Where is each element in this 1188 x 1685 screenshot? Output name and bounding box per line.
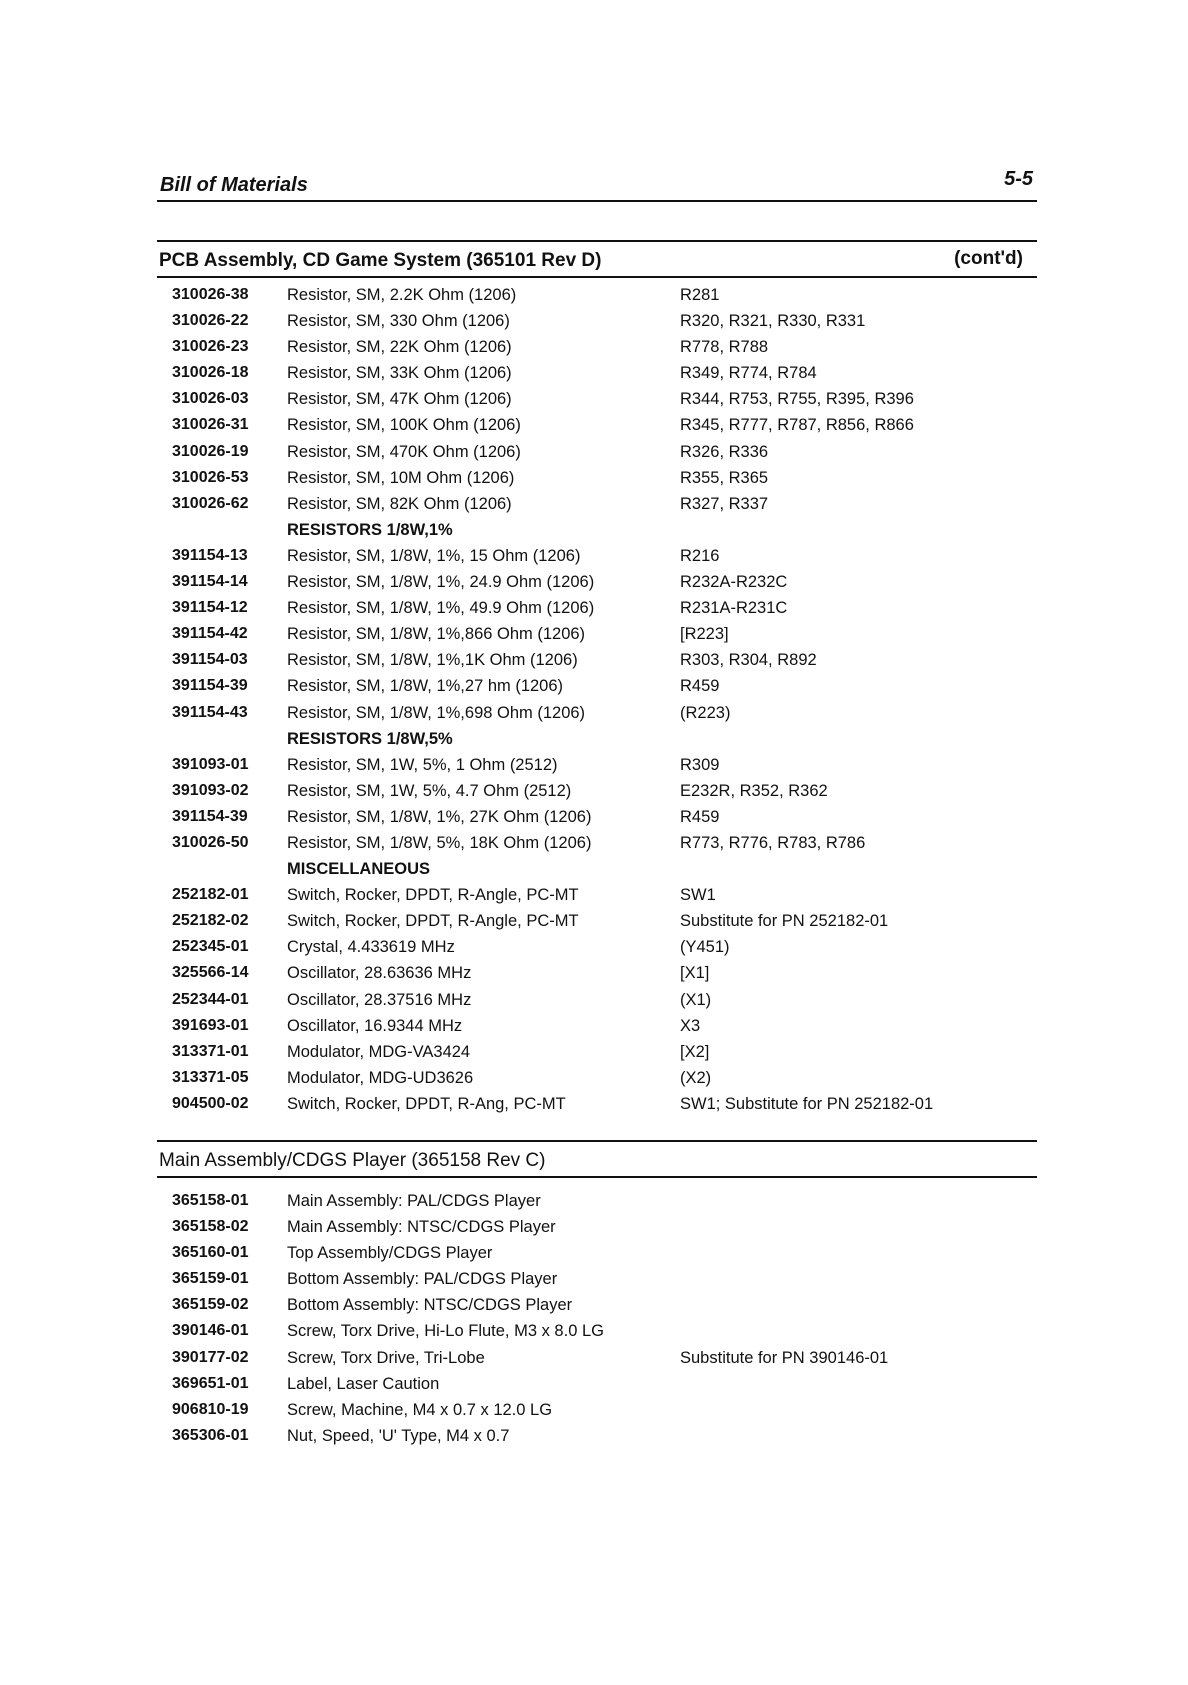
part-description: Label, Laser Caution: [287, 1374, 440, 1393]
reference-designator: R349, R774, R784: [680, 364, 817, 383]
reference-designator: R459: [680, 677, 720, 696]
part-description: Resistor, SM, 1/8W, 1%, 49.9 Ohm (1206): [287, 599, 595, 618]
table-row: [157, 1397, 1037, 1423]
parts-list: [157, 278, 1037, 1117]
table-row: [157, 1266, 1037, 1292]
part-description: Modulator, MDG-UD3626: [287, 1068, 474, 1087]
reference-designator: R281: [680, 286, 720, 304]
reference-designator: R216: [680, 546, 720, 565]
reference-designator: [R223]: [680, 625, 729, 644]
part-description: Resistor, SM, 47K Ohm (1206): [287, 390, 512, 409]
table-row: [157, 543, 1037, 569]
reference-designator: Substitute for PN 390146-01: [680, 1348, 889, 1367]
part-number: 365160-01: [172, 1244, 249, 1262]
reference-designator: (R223): [680, 703, 731, 722]
table-row: [157, 1214, 1037, 1240]
table-row: [157, 465, 1037, 491]
reference-designator: [X2]: [680, 1042, 710, 1061]
table-row: [157, 1345, 1037, 1371]
part-number: 391154-03: [172, 651, 248, 669]
section-header: [157, 1140, 1037, 1178]
reference-designator: R231A-R231C: [680, 599, 788, 618]
table-row: [157, 1318, 1037, 1344]
table-row: [157, 1188, 1037, 1214]
reference-designator: (X1): [680, 990, 712, 1009]
category-row: [157, 856, 1037, 882]
part-description: Main Assembly: NTSC/CDGS Player: [287, 1218, 556, 1237]
part-number: 365158-02: [172, 1218, 249, 1236]
part-number: 252182-02: [172, 912, 249, 930]
part-description: Resistor, SM, 1/8W, 1%, 15 Ohm (1206): [287, 546, 581, 565]
part-number: 252345-01: [172, 938, 249, 956]
reference-designator: R344, R753, R755, R395, R396: [680, 390, 914, 409]
part-number: 310026-18: [172, 364, 249, 382]
part-description: Resistor, SM, 1W, 5%, 4.7 Ohm (2512): [287, 781, 572, 800]
table-row: [157, 282, 1037, 308]
table-row: [157, 595, 1037, 621]
page-number: 5-5: [1004, 168, 1033, 190]
part-description: Resistor, SM, 1/8W, 1%,27 hm (1206): [287, 677, 564, 696]
parts-list: [157, 1178, 1037, 1449]
part-description: Main Assembly: PAL/CDGS Player: [287, 1192, 541, 1210]
part-description: Modulator, MDG-VA3424: [287, 1042, 471, 1061]
part-number: 252344-01: [172, 990, 249, 1008]
part-description: RESISTORS 1/8W,1%: [287, 520, 453, 539]
table-row: [157, 752, 1037, 778]
part-description: Screw, Torx Drive, Tri-Lobe: [287, 1348, 485, 1367]
reference-designator: R778, R788: [680, 338, 769, 357]
reference-designator: R345, R777, R787, R856, R866: [680, 416, 914, 435]
reference-designator: Substitute for PN 252182-01: [680, 912, 889, 931]
part-number: 310026-62: [172, 494, 249, 512]
continued-label: (cont'd): [954, 248, 1023, 269]
table-row: [157, 882, 1037, 908]
part-description: Bottom Assembly: PAL/CDGS Player: [287, 1270, 558, 1289]
part-number: 391154-39: [172, 807, 248, 825]
part-description: Switch, Rocker, DPDT, R-Ang, PC-MT: [287, 1094, 566, 1113]
part-number: 325566-14: [172, 964, 249, 982]
part-number: 310026-31: [172, 416, 249, 434]
reference-designator: R355, R365: [680, 468, 769, 487]
reference-designator: R303, R304, R892: [680, 651, 817, 670]
part-number: 904500-02: [172, 1094, 249, 1112]
table-row: [157, 360, 1037, 386]
part-description: Resistor, SM, 82K Ohm (1206): [287, 494, 512, 513]
part-description: Resistor, SM, 100K Ohm (1206): [287, 416, 521, 435]
table-row: [157, 569, 1037, 595]
part-description: Crystal, 4.433619 MHz: [287, 938, 455, 957]
part-number: 365159-02: [172, 1296, 249, 1314]
part-description: Resistor, SM, 33K Ohm (1206): [287, 364, 512, 383]
section-header: [157, 240, 1037, 278]
table-row: [157, 934, 1037, 960]
table-row: [157, 960, 1037, 986]
category-row: [157, 726, 1037, 752]
part-number: 365158-01: [172, 1192, 249, 1209]
section-pcb-assembly: [157, 240, 1037, 1117]
page-header: [157, 168, 1037, 202]
part-number: 310026-22: [172, 312, 249, 330]
table-row: [157, 1371, 1037, 1397]
part-description: Resistor, SM, 1W, 5%, 1 Ohm (2512): [287, 755, 558, 774]
part-description: Resistor, SM, 1/8W, 1%, 24.9 Ohm (1206): [287, 573, 595, 592]
part-description: Nut, Speed, 'U' Type, M4 x 0.7: [287, 1426, 510, 1445]
table-row: [157, 621, 1037, 647]
part-description: Resistor, SM, 1/8W, 5%, 18K Ohm (1206): [287, 833, 592, 852]
part-number: 310026-38: [172, 286, 249, 303]
part-number: 310026-03: [172, 390, 249, 408]
part-description: Screw, Torx Drive, Hi-Lo Flute, M3 x 8.0 LG: [287, 1322, 604, 1341]
part-description: Switch, Rocker, DPDT, R-Angle, PC-MT: [287, 886, 579, 905]
part-description: Resistor, SM, 1/8W, 1%, 27K Ohm (1206): [287, 807, 592, 826]
reference-designator: SW1; Substitute for PN 252182-01: [680, 1094, 934, 1113]
part-number: 391093-02: [172, 781, 249, 799]
part-number: 365306-01: [172, 1426, 249, 1444]
part-description: Top Assembly/CDGS Player: [287, 1244, 493, 1263]
reference-designator: R327, R337: [680, 494, 769, 513]
part-number: 365159-01: [172, 1270, 249, 1288]
table-row: [157, 1039, 1037, 1065]
part-number: 310026-50: [172, 833, 249, 851]
part-description: MISCELLANEOUS: [287, 860, 431, 879]
part-description: Oscillator, 16.9344 MHz: [287, 1016, 463, 1035]
reference-designator: R320, R321, R330, R331: [680, 312, 866, 331]
table-row: [157, 334, 1037, 360]
part-number: 391154-42: [172, 625, 248, 643]
table-row: [157, 673, 1037, 699]
table-row: [157, 1240, 1037, 1266]
table-row: [157, 491, 1037, 517]
reference-designator: R326, R336: [680, 442, 769, 461]
part-description: Oscillator, 28.37516 MHz: [287, 990, 472, 1009]
category-row: [157, 517, 1037, 543]
table-row: [157, 412, 1037, 438]
part-number: 313371-05: [172, 1068, 249, 1086]
part-description: Resistor, SM, 1/8W, 1%,866 Ohm (1206): [287, 625, 586, 644]
part-description: Resistor, SM, 1/8W, 1%,1K Ohm (1206): [287, 651, 578, 670]
reference-designator: (X2): [680, 1068, 712, 1087]
part-number: 310026-53: [172, 468, 249, 486]
part-description: Resistor, SM, 2.2K Ohm (1206): [287, 286, 517, 304]
reference-designator: R232A-R232C: [680, 573, 788, 592]
part-number: 391093-01: [172, 755, 249, 773]
table-row: [157, 1065, 1037, 1091]
part-description: Resistor, SM, 470K Ohm (1206): [287, 442, 521, 461]
part-number: 390177-02: [172, 1348, 249, 1366]
reference-designator: [X1]: [680, 964, 710, 983]
table-row: [157, 308, 1037, 334]
part-description: Resistor, SM, 1/8W, 1%,698 Ohm (1206): [287, 703, 586, 722]
table-row: [157, 778, 1037, 804]
part-number: 391693-01: [172, 1016, 249, 1034]
table-row: [157, 439, 1037, 465]
reference-designator: X3: [680, 1016, 701, 1035]
part-number: 391154-12: [172, 599, 248, 617]
part-description: Resistor, SM, 22K Ohm (1206): [287, 338, 512, 357]
part-number: 310026-19: [172, 442, 249, 460]
reference-designator: (Y451): [680, 938, 730, 957]
part-number: 390146-01: [172, 1322, 249, 1340]
part-number: 310026-23: [172, 338, 249, 356]
part-description: RESISTORS 1/8W,5%: [287, 729, 453, 748]
table-row: [157, 647, 1037, 673]
part-number: 391154-39: [172, 677, 248, 695]
table-row: [157, 1423, 1037, 1449]
part-description: Resistor, SM, 10M Ohm (1206): [287, 468, 515, 487]
section-title: Main Assembly/CDGS Player (365158 Rev C): [159, 1150, 546, 1171]
table-row: [157, 1013, 1037, 1039]
table-row: [157, 804, 1037, 830]
table-row: [157, 700, 1037, 726]
section-title: PCB Assembly, CD Game System (365101 Rev D): [159, 250, 602, 271]
reference-designator: R459: [680, 807, 720, 826]
part-number: 252182-01: [172, 886, 249, 904]
section-main-assembly: [157, 1140, 1037, 1449]
reference-designator: SW1: [680, 886, 716, 905]
part-description: Switch, Rocker, DPDT, R-Angle, PC-MT: [287, 912, 579, 931]
part-description: Oscillator, 28.63636 MHz: [287, 964, 472, 983]
part-description: Bottom Assembly: NTSC/CDGS Player: [287, 1296, 573, 1315]
part-number: 369651-01: [172, 1374, 249, 1392]
table-row: [157, 1292, 1037, 1318]
reference-designator: E232R, R352, R362: [680, 781, 828, 800]
reference-designator: R773, R776, R783, R786: [680, 833, 866, 852]
part-number: 906810-19: [172, 1400, 249, 1418]
table-row: [157, 908, 1037, 934]
part-number: 313371-01: [172, 1042, 249, 1060]
part-number: 391154-43: [172, 703, 248, 721]
reference-designator: R309: [680, 755, 720, 774]
table-row: [157, 386, 1037, 412]
table-row: [157, 987, 1037, 1013]
table-row: [157, 1091, 1037, 1117]
part-description: Resistor, SM, 330 Ohm (1206): [287, 312, 510, 331]
part-number: 391154-14: [172, 573, 248, 591]
table-row: [157, 830, 1037, 856]
part-description: Screw, Machine, M4 x 0.7 x 12.0 LG: [287, 1400, 553, 1419]
part-number: 391154-13: [172, 546, 248, 564]
page-title: Bill of Materials: [160, 174, 308, 196]
